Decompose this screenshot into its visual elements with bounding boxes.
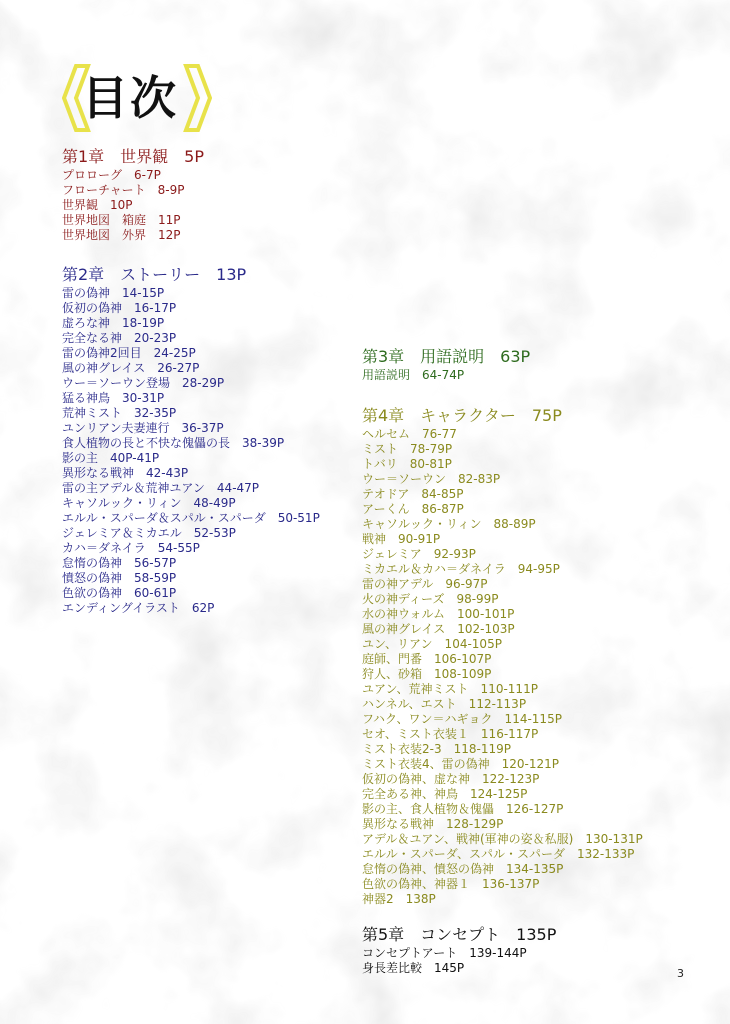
toc-entry: プロローグ 6-7P [62, 168, 161, 182]
toc-entry: エンディングイラスト 62P [62, 601, 215, 615]
toc-entry: エルル・スパーダ、スパル・スパーダ 132-133P [362, 847, 635, 861]
chapter-3 [362, 346, 530, 383]
toc-entry: 世界観 10P [62, 198, 133, 212]
chapter-title: 第4章 キャラクター 75P [362, 406, 562, 425]
toc-entry: 世界地図 外界 12P [62, 228, 181, 242]
toc-entry: 雷の主アデル＆荒神ユアン 44-47P [62, 481, 260, 495]
toc-entry: 完全なる神 20-23P [62, 331, 177, 345]
toc-entry: エルル・スパーダ＆スパル・スパーダ 50-51P [62, 511, 320, 525]
toc-entry: ユン、リアン 104-105P [362, 637, 502, 651]
toc-entry: フローチャート 8-9P [62, 183, 185, 197]
toc-entry: 憤怒の偽神 58-59P [62, 571, 177, 585]
toc-entry: ウー＝ソーウン登場 28-29P [62, 376, 225, 390]
toc-entry: 仮初の偽神 16-17P [62, 301, 177, 315]
chapter-2 [62, 264, 320, 616]
toc-entry: ミカエル＆カハ＝ダネイラ 94-95P [362, 562, 560, 576]
toc-entry: ユアン、荒神ミスト 110-111P [362, 682, 538, 696]
toc-entry: アデル＆ユアン、戦神(軍神の姿＆私服) 130-131P [362, 832, 643, 846]
toc-entry: 狩人、砂箱 108-109P [362, 667, 492, 681]
toc-entry: 雷の神アデル 96-97P [362, 577, 488, 591]
toc-entry: 世界地図 箱庭 11P [62, 213, 181, 227]
toc-entry: 怠惰の偽神、憤怒の偽神 134-135P [362, 862, 564, 876]
toc-entry: 神器2 138P [362, 892, 436, 906]
toc-entry: フハク、ワン＝ハギョク 114-115P [362, 712, 562, 726]
toc-entry: トバリ 80-81P [362, 457, 452, 471]
toc-entry: カハ＝ダネイラ 54-55P [62, 541, 200, 555]
toc-entry: 色欲の偽神 60-61P [62, 586, 177, 600]
toc-entry: キャソルック・リィン 88-89P [362, 517, 536, 531]
toc-entry: 影の主 40P-41P [62, 451, 160, 465]
toc-entry: 庭師、門番 106-107P [362, 652, 492, 666]
toc-entry: 怠惰の偽神 56-57P [62, 556, 177, 570]
toc-entry: 仮初の偽神、虚な神 122-123P [362, 772, 540, 786]
chapter-title: 第3章 用語説明 63P [362, 347, 531, 366]
chapter-title: 第5章 コンセプト 135P [362, 925, 557, 944]
toc-entry: テオドア 84-85P [362, 487, 464, 501]
toc-entry: 異形なる戦神 128-129P [362, 817, 504, 831]
toc-entry: 異形なる戦神 42-43P [62, 466, 189, 480]
toc-entry: 食人植物の長と不快な傀儡の長 38-39P [62, 436, 285, 450]
toc-entry: ミスト衣装4、雷の偽神 120-121P [362, 757, 560, 771]
toc-entry: 火の神ディーズ 98-99P [362, 592, 499, 606]
toc-entry: 完全ある神、神鳥 124-125P [362, 787, 528, 801]
chapter-title: 第1章 世界観 5P [62, 147, 205, 166]
chapter-1 [62, 146, 204, 243]
toc-entry: キャソルック・リィン 48-49P [62, 496, 236, 510]
toc-entry: 用語説明 64-74P [362, 368, 465, 382]
toc-entry: コンセプトアート 139-144P [362, 946, 527, 960]
toc-entry: ミスト 78-79P [362, 442, 453, 456]
toc-entry: 雷の偽神2回目 24-25P [62, 346, 196, 360]
toc-entry: ジェレミア＆ミカエル 52-53P [62, 526, 236, 540]
toc-entry: ハンネル、エスト 112-113P [362, 697, 527, 711]
toc-entry: 戦神 90-91P [362, 532, 441, 546]
toc-entry: 猛る神鳥 30-31P [62, 391, 165, 405]
chapter-5 [362, 924, 556, 976]
toc-entry: アーくん 86-87P [362, 502, 464, 516]
toc-entry: ウー＝ソーウン 82-83P [362, 472, 501, 486]
toc-entry: ユンリアン夫妻連行 36-37P [62, 421, 224, 435]
chapter-4 [362, 405, 643, 907]
toc-entry: 風の神グレイス 26-27P [62, 361, 200, 375]
toc-entry: ヘルセム 76-77 [362, 427, 457, 441]
page-title: 目次 [82, 71, 178, 125]
toc-entry: ジェレミア 92-93P [362, 547, 476, 561]
toc-entry: 虚ろな神 18-19P [62, 316, 165, 330]
toc-entry: セオ、ミスト衣装１ 116-117P [362, 727, 539, 741]
page-number: 3 [677, 967, 684, 980]
toc-entry: 身長差比較 145P [362, 961, 465, 975]
toc-entry: 影の主、食人植物＆傀儡 126-127P [362, 802, 564, 816]
toc-entry: 荒神ミスト 32-35P [62, 406, 177, 420]
toc-entry: 色欲の偽神、神器１ 136-137P [362, 877, 540, 891]
toc-title-block [62, 58, 212, 138]
chapter-title: 第2章 ストーリー 13P [62, 265, 247, 284]
toc-entry: 水の神ウォルム 100-101P [362, 607, 515, 621]
toc-entry: 風の神グレイス 102-103P [362, 622, 515, 636]
toc-entry: ミスト衣装2-3 118-119P [362, 742, 511, 756]
toc-entry: 雷の偽神 14-15P [62, 286, 165, 300]
